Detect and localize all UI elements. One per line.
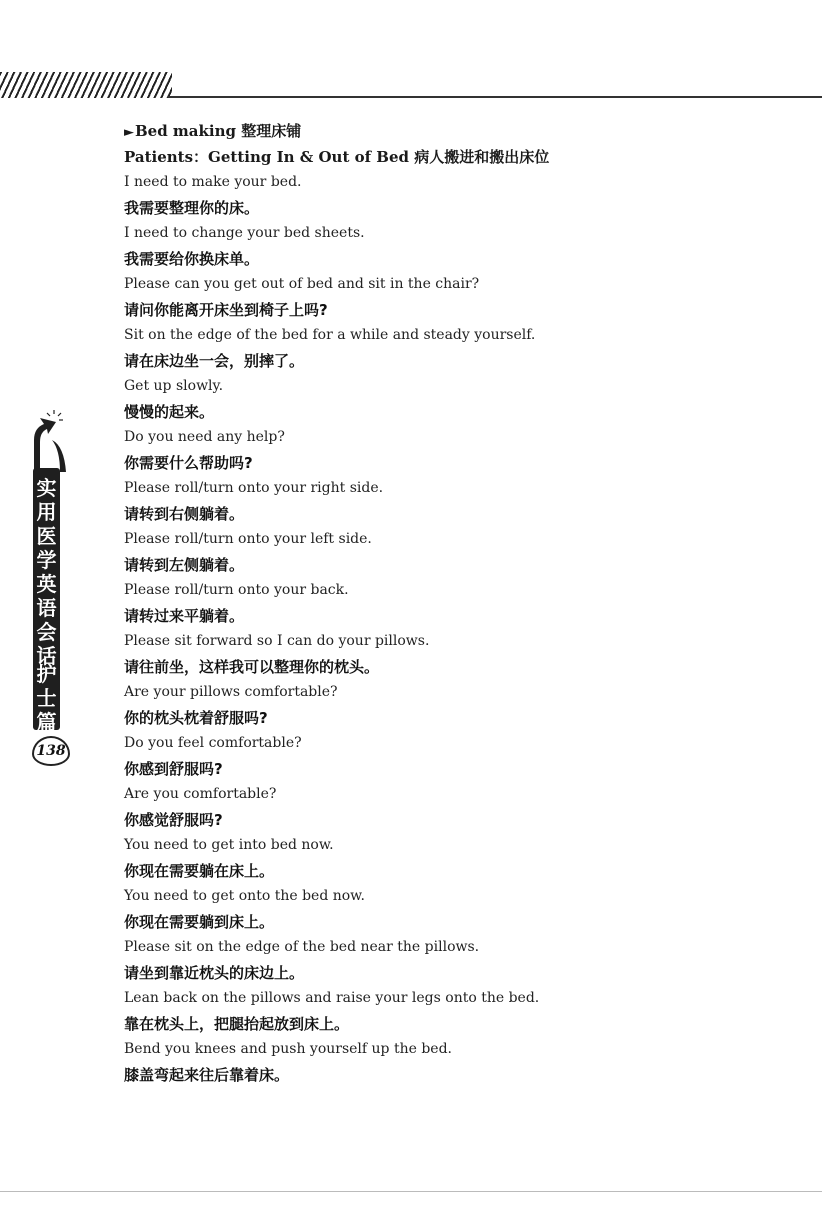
phrase-pair	[124, 629, 804, 680]
phrase-english: Sit on the edge of the bed for a while and steady yourself.	[124, 327, 536, 343]
phrase-pair	[124, 425, 804, 476]
phrase-english: I need to make your bed.	[124, 174, 302, 190]
sidebar-volume: 护士篇	[36, 662, 57, 734]
phrase-pair	[124, 476, 804, 527]
phrase-english: Bend you knees and push yourself up the bed.	[124, 1041, 453, 1057]
phrase-chinese: 我需要给你换床单。	[124, 250, 260, 268]
phrase-english: Please can you get out of bed and sit in the chair?	[124, 276, 480, 292]
phrase-chinese: 请转到左侧躺着。	[124, 556, 245, 574]
arrow-sparkle-icon	[30, 410, 70, 472]
phrase-english: Do you need any help?	[124, 429, 285, 445]
phrase-pair	[124, 731, 804, 782]
phrase-english: Get up slowly.	[124, 378, 224, 394]
phrase-pair	[124, 323, 804, 374]
phrase-chinese: 请转过来平躺着。	[124, 607, 245, 625]
phrase-pair	[124, 272, 804, 323]
phrase-pair	[124, 680, 804, 731]
phrase-english: You need to get onto the bed now.	[124, 888, 365, 904]
phrase-english: Lean back on the pillows and raise your legs onto the bed.	[124, 990, 540, 1006]
phrase-pair	[124, 221, 804, 272]
phrase-pair	[124, 884, 804, 935]
phrase-pair	[124, 578, 804, 629]
header-rule	[168, 96, 822, 98]
phrase-chinese: 请坐到靠近枕头的床边上。	[124, 964, 305, 982]
phrase-chinese: 你感到舒服吗?	[124, 760, 223, 778]
phrase-pair	[124, 782, 804, 833]
phrase-english: Do you feel comfortable?	[124, 735, 302, 751]
phrase-chinese: 你感觉舒服吗?	[124, 811, 223, 829]
section-subtitle: Patients：Getting In & Out of Bed 病人搬进和搬出床位	[124, 148, 550, 166]
header-hatch-decoration	[0, 72, 172, 98]
phrase-english: Are your pillows comfortable?	[124, 684, 338, 700]
phrase-pair	[124, 833, 804, 884]
sidebar-tab	[30, 410, 70, 770]
phrase-english: Are you comfortable?	[124, 786, 277, 802]
phrase-chinese: 慢慢的起来。	[124, 403, 215, 421]
triangle-marker-icon: ►	[124, 125, 134, 140]
main-content	[124, 118, 804, 1088]
phrase-pair	[124, 374, 804, 425]
phrase-english: Please roll/turn onto your left side.	[124, 531, 372, 547]
phrase-pair	[124, 986, 804, 1037]
phrase-chinese: 膝盖弯起来往后靠着床。	[124, 1066, 290, 1084]
phrase-pair	[124, 527, 804, 578]
phrase-chinese: 我需要整理你的床。	[124, 199, 260, 217]
phrase-pair	[124, 935, 804, 986]
page-number: 138	[32, 736, 70, 766]
phrase-chinese: 靠在枕头上，把腿抬起放到床上。	[124, 1015, 350, 1033]
footer-rule	[0, 1191, 822, 1192]
phrase-chinese: 你现在需要躺在床上。	[124, 862, 275, 880]
phrase-list	[124, 170, 804, 1088]
sidebar-book-title: 实用医学英语会话	[36, 476, 57, 668]
phrase-english: Please sit forward so I can do your pillows.	[124, 633, 430, 649]
phrase-chinese: 你需要什么帮助吗?	[124, 454, 253, 472]
phrase-english: I need to change your bed sheets.	[124, 225, 365, 241]
phrase-pair	[124, 1037, 804, 1088]
phrase-english: Please roll/turn onto your back.	[124, 582, 349, 598]
phrase-english: You need to get into bed now.	[124, 837, 334, 853]
section-title-text: Bed making 整理床铺	[135, 122, 302, 140]
section-title	[124, 118, 804, 145]
phrase-chinese: 请转到右侧躺着。	[124, 505, 245, 523]
phrase-chinese: 请在床边坐一会，别摔了。	[124, 352, 305, 370]
phrase-chinese: 你现在需要躺到床上。	[124, 913, 275, 931]
phrase-english: Please sit on the edge of the bed near the pillows.	[124, 939, 480, 955]
phrase-english: Please roll/turn onto your right side.	[124, 480, 384, 496]
phrase-chinese: 你的枕头枕着舒服吗?	[124, 709, 268, 727]
phrase-chinese: 请问你能离开床坐到椅子上吗?	[124, 301, 328, 319]
phrase-chinese: 请往前坐，这样我可以整理你的枕头。	[124, 658, 380, 676]
phrase-pair	[124, 170, 804, 221]
